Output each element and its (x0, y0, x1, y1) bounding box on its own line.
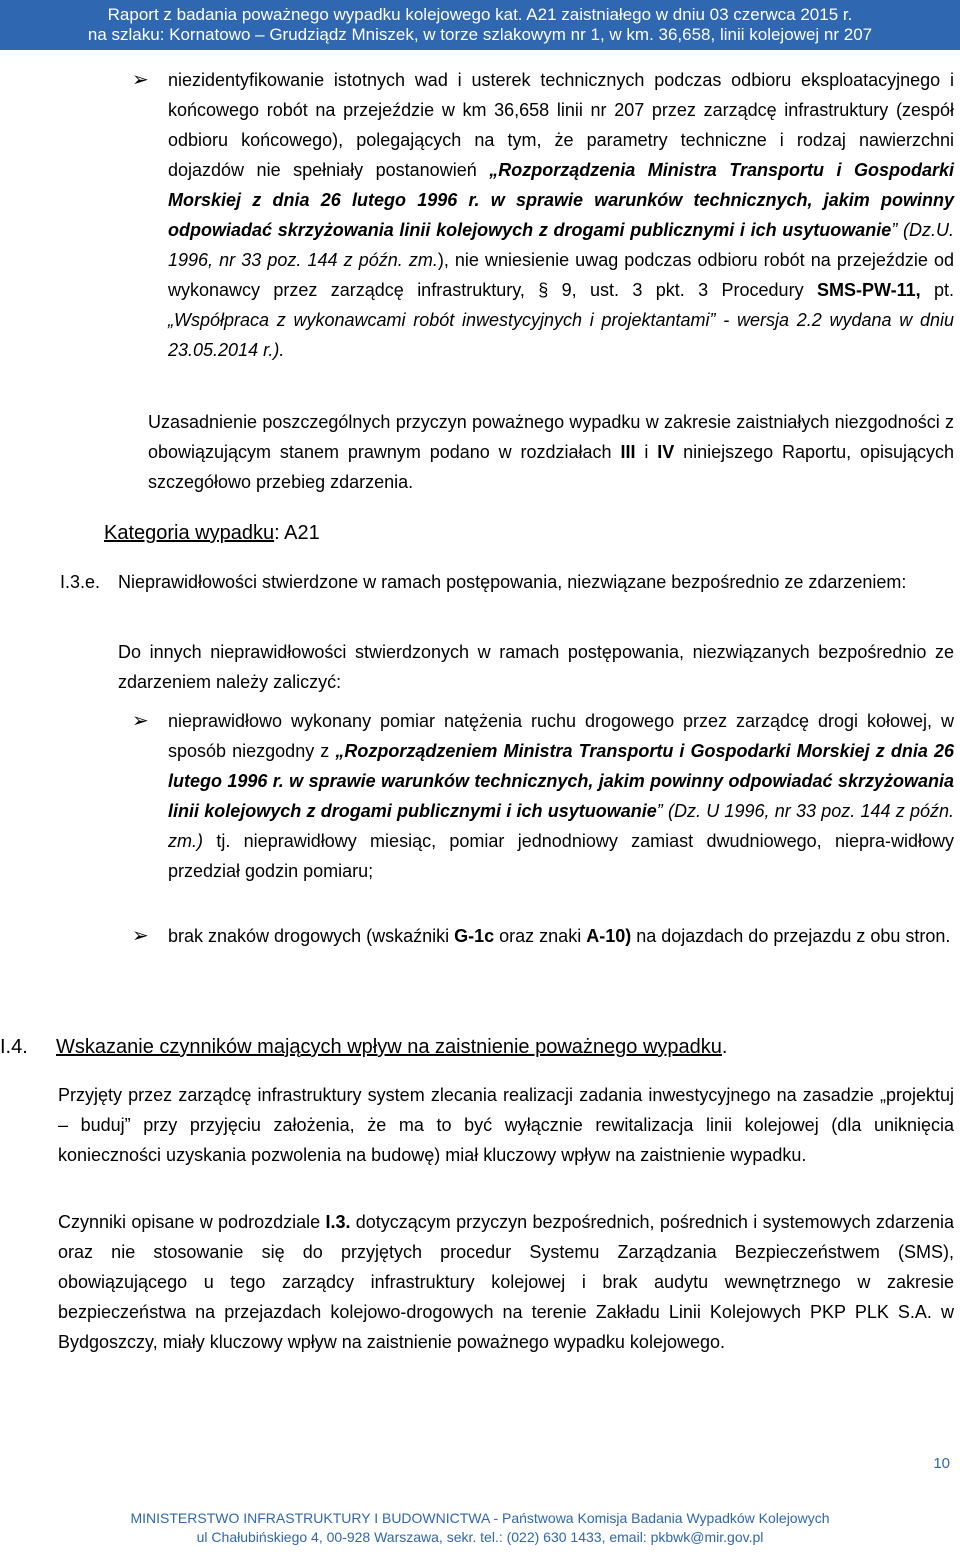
bullet-text: niezidentyfikowanie istotnych wad i usterek technicznych podczas odbioru eksploatacyjnego i końcowego robót na przejeździe w km 36,658 linii nr 207 przez zarządcę infrastruktury (zespół odbioru końcowego), polegających na tym, że parametry techniczne i rodzaj nawierzchni dojazdów nie spełniały postanowień (168, 70, 954, 180)
subsection-ref: I.3. (325, 1212, 351, 1232)
bullet-text: nieprawidłowo wykonany pomiar natężenia ruchu drogowego przez zarządcę drogi kołowej, w sposób niezgodny z (168, 711, 954, 761)
justification-and: i (635, 442, 658, 462)
footer-address: ul Chałubińskiego 4, 00-928 Warszawa, sekr. tel.: (022) 630 1433, email: pkbwk@mir.gov.pl (196, 1529, 764, 1545)
bullet-item-missing-signs (168, 921, 954, 951)
arrow-bullet-icon: ➢ (132, 710, 149, 732)
regulation-citation: ” (Dz. U 1996, nr 33 poz. 144 z późn. zm.) (168, 801, 954, 851)
arrow-bullet-icon: ➢ (132, 925, 149, 947)
bullet-item-unidentified-defects (168, 65, 954, 365)
justification-paragraph (148, 407, 954, 497)
category-label: Kategoria wypadku (104, 522, 275, 544)
chapter-ref-iv: IV (657, 442, 675, 462)
factors-text: Czynniki opisane w podrozdziale (58, 1212, 326, 1232)
header-location: na szlaku: Kornatowo – Grudziądz Mniszek, w torze szlakowym nr 1, w km. 36,658, linii kolejowej nr 207 (87, 25, 873, 44)
accident-category (104, 518, 320, 548)
regulation-citation: ” (Dz.U. 1996, nr 33 poz. 144 z późn. zm. (168, 220, 954, 270)
chapter-ref-iii: III (620, 442, 636, 462)
paragraph-factors (58, 1207, 954, 1357)
footer-ministry: MINISTERSTWO INFRASTRUKTURY I BUDOWNICTWA - Państwowa Komisja Badania Wypadków Kolejowych (130, 1510, 830, 1526)
justification-text: Uzasadnienie poszczególnych przyczyn poważnego wypadku w zakresie zaistniałych niezgodności z obowiązującym stanem prawnym podano w rozdziałach (148, 412, 954, 462)
header-title: Raport z badania poważnego wypadku kolejowego kat. A21 zaistniałego w dniu 03 czerwca 2015 r. (107, 5, 853, 24)
section-3e-intro: Do innych nieprawidłowości stwierdzonych w ramach postępowania, niezwiązanych bezpośrednio ze zdarzeniem należy zaliczyć: (118, 642, 954, 692)
bullet-text: brak znaków drogowych (wskaźniki (168, 926, 455, 946)
document-header (0, 0, 960, 50)
section-number-4: I.4. (0, 1036, 28, 1058)
procedure-code: SMS-PW-11, (816, 280, 921, 300)
category-colon: : (274, 522, 285, 544)
page-number: 10 (933, 1455, 950, 1472)
arrow-bullet-icon: ➢ (132, 69, 149, 91)
regulation-title: „Rozporządzenia Ministra Transportu i Gospodarki Morskiej z dnia 26 lutego 1996 r. w sprawie warunków technicznych, jakim powinny odpowiadać skrzyżowania linii kolejowych z drogami publicznymi i ich usytuowanie (168, 160, 954, 240)
bullet-text-cont: oraz znaki (494, 926, 587, 946)
category-value: A21 (284, 522, 320, 544)
section-title-4 (56, 1032, 727, 1062)
section-title-3e: Nieprawidłowości stwierdzone w ramach postępowania, niezwiązane bezpośrednio ze zdarzeniem: (118, 572, 907, 592)
sign-code-g1c: G-1c (454, 926, 495, 946)
section-number-3e: I.3.e. (60, 572, 101, 592)
section-4-title-dot: . (721, 1036, 728, 1058)
section-4-title-text: Wskazanie czynników mających wpływ na zaistnienie poważnego wypadku (56, 1036, 722, 1058)
factors-text-cont: dotyczącym przyczyn bezpośrednich, pośrednich i systemowych zdarzenia oraz nie stosowanie się do przyjętych procedur Systemu Zarządzania Bezpieczeństwem (SMS), obowiązującego u tego zarządcy infrastruktury kolejowej i brak audytu wewnętrznego w zakresie bezpieczeństwa na przejazdach kolejowo-drogowych na terenie Zakładu Linii Kolejowych PKP PLK S.A. w Bydgoszczy, miały kluczowy wpływ na zaistnienie poważnego wypadku kolejowego. (58, 1212, 954, 1352)
procedure-title: „Współpraca z wykonawcami robót inwestycyjnych i projektantami” - wersja 2.2 wydana w dniu 23.05.2014 r.). (168, 310, 954, 360)
bullet-text-cont: ), nie wniesienie uwag podczas odbioru robót na przejeździe od wykonawcy przez zarządcę infrastruktury, § 9, ust. 3 pkt. 3 Procedury (168, 250, 954, 300)
regulation-title: „Rozporządzeniem Ministra Transportu i Gospodarki Morskiej z dnia 26 lutego 1996 r. w sprawie warunków technicznych, jakim powinny odpowiadać skrzyżowania linii kolejowych z drogami publicznymi i ich usytuowanie (168, 741, 955, 821)
paragraph-design-build: Przyjęty przez zarządcę infrastruktury system zlecania realizacji zadania inwestycyjnego na zasadzie „projektuj – buduj” przy przyjęciu założenia, że ma to być wyłącznie rewitalizacja linii kolejowej (dla uniknięcia konieczności uzyskania pozwolenia na budowę) miał kluczowy wpływ na zaistnienie wypadku. (58, 1085, 954, 1165)
bullet-text-cont: tj. nieprawidłowy miesiąc, pomiar jednodniowy zamiast dwudniowego, niepra-widłowy przedział godzin pomiaru; (168, 831, 954, 881)
sign-code-a10: A-10) (586, 926, 632, 946)
bullet-text-pt: pt. (920, 280, 954, 300)
justification-end: niniejszego Raportu, opisujących szczegółowo przebieg zdarzenia. (148, 442, 955, 492)
bullet-item-traffic-measurement (168, 706, 954, 886)
bullet-text-end: na dojazdach do przejazdu z obu stron. (631, 926, 951, 946)
